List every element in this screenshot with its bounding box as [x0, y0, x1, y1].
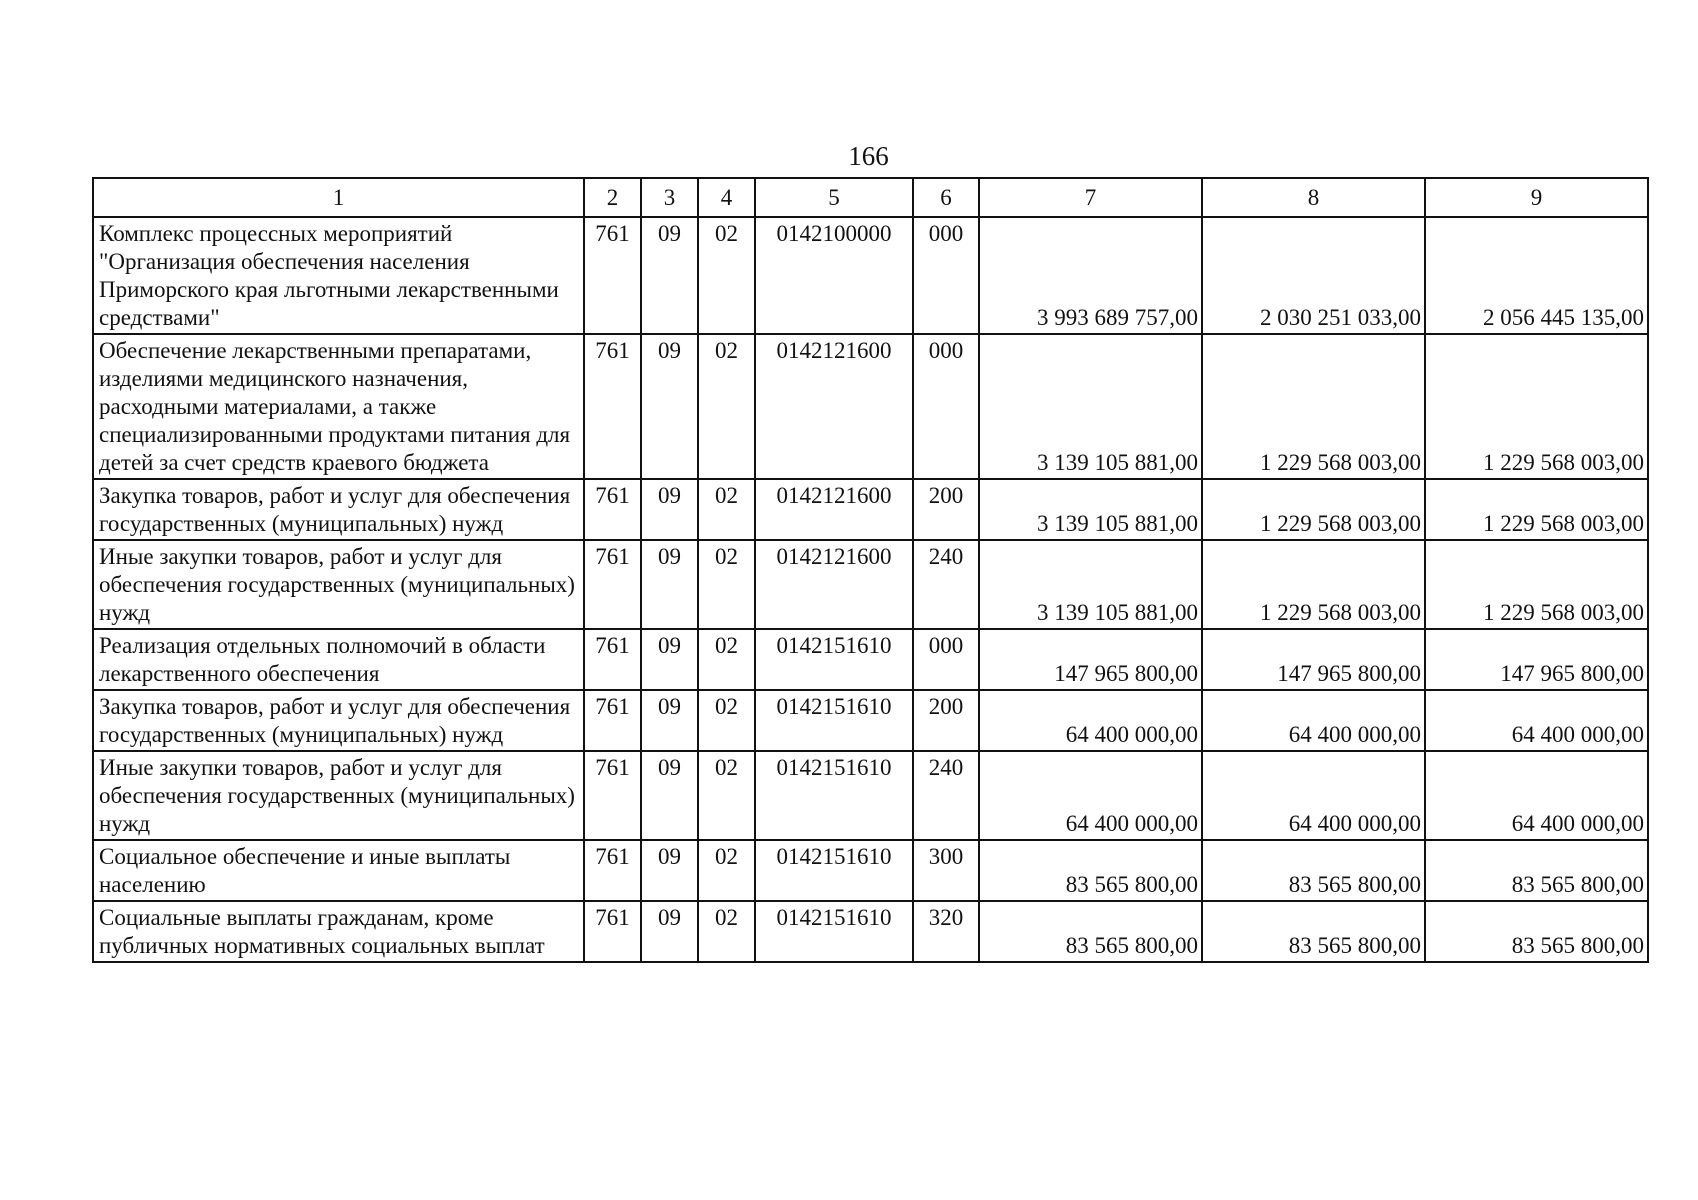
target-article-cell: 0142121600: [755, 479, 913, 540]
subsection-code-cell: 02: [698, 334, 755, 479]
section-code-cell: 09: [641, 629, 698, 690]
amount-col7-cell: 83 565 800,00: [979, 840, 1202, 901]
glava-code-cell: 761: [584, 479, 641, 540]
subsection-code-cell: 02: [698, 751, 755, 840]
header-cell: 1: [93, 178, 584, 217]
table-row: [93, 334, 1648, 479]
section-code-cell: 09: [641, 751, 698, 840]
section-code-cell: 09: [641, 479, 698, 540]
amount-col9-cell: 64 400 000,00: [1425, 690, 1648, 751]
amount-col9-cell: 83 565 800,00: [1425, 840, 1648, 901]
header-cell: 2: [584, 178, 641, 217]
amount-col7-cell: 3 139 105 881,00: [979, 479, 1202, 540]
amount-col8-cell: 147 965 800,00: [1202, 629, 1425, 690]
target-article-cell: 0142121600: [755, 334, 913, 479]
glava-code-cell: 761: [584, 629, 641, 690]
section-code-cell: 09: [641, 690, 698, 751]
target-article-cell: 0142151610: [755, 840, 913, 901]
header-cell: 6: [913, 178, 979, 217]
header-cell: 9: [1425, 178, 1648, 217]
table-row: [93, 690, 1648, 751]
table-row: [93, 751, 1648, 840]
section-code-cell: 09: [641, 540, 698, 629]
expense-type-cell: 000: [913, 217, 979, 334]
row-name-cell: Иные закупки товаров, работ и услуг для обеспечения государственных (муниципальных) нужд: [93, 751, 584, 840]
amount-col9-cell: 147 965 800,00: [1425, 629, 1648, 690]
glava-code-cell: 761: [584, 540, 641, 629]
expense-type-cell: 240: [913, 540, 979, 629]
row-name-cell: Закупка товаров, работ и услуг для обеспечения государственных (муниципальных) нужд: [93, 479, 584, 540]
amount-col7-cell: 83 565 800,00: [979, 901, 1202, 962]
target-article-cell: 0142100000: [755, 217, 913, 334]
amount-col7-cell: 147 965 800,00: [979, 629, 1202, 690]
budget-table: [92, 177, 1649, 963]
amount-col8-cell: 64 400 000,00: [1202, 690, 1425, 751]
amount-col8-cell: 1 229 568 003,00: [1202, 334, 1425, 479]
expense-type-cell: 200: [913, 690, 979, 751]
target-article-cell: 0142121600: [755, 540, 913, 629]
glava-code-cell: 761: [584, 751, 641, 840]
amount-col8-cell: 64 400 000,00: [1202, 751, 1425, 840]
amount-col7-cell: 3 993 689 757,00: [979, 217, 1202, 334]
subsection-code-cell: 02: [698, 540, 755, 629]
target-article-cell: 0142151610: [755, 901, 913, 962]
section-code-cell: 09: [641, 217, 698, 334]
glava-code-cell: 761: [584, 334, 641, 479]
table-row: [93, 901, 1648, 962]
glava-code-cell: 761: [584, 690, 641, 751]
amount-col9-cell: 64 400 000,00: [1425, 751, 1648, 840]
subsection-code-cell: 02: [698, 901, 755, 962]
amount-col8-cell: 2 030 251 033,00: [1202, 217, 1425, 334]
amount-col7-cell: 3 139 105 881,00: [979, 540, 1202, 629]
expense-type-cell: 000: [913, 629, 979, 690]
header-cell: 7: [979, 178, 1202, 217]
amount-col7-cell: 64 400 000,00: [979, 751, 1202, 840]
page-number: 166: [848, 141, 889, 171]
row-name-cell: Закупка товаров, работ и услуг для обеспечения государственных (муниципальных) нужд: [93, 690, 584, 751]
expense-type-cell: 320: [913, 901, 979, 962]
table-row: [93, 629, 1648, 690]
amount-col8-cell: 83 565 800,00: [1202, 840, 1425, 901]
row-name-cell: Обеспечение лекарственными препаратами, изделиями медицинского назначения, расходными материалами, а также специализированными продуктами питания для детей за счет средств краевого бюджета: [93, 334, 584, 479]
amount-col9-cell: 1 229 568 003,00: [1425, 540, 1648, 629]
target-article-cell: 0142151610: [755, 629, 913, 690]
subsection-code-cell: 02: [698, 217, 755, 334]
header-cell: 5: [755, 178, 913, 217]
glava-code-cell: 761: [584, 217, 641, 334]
amount-col9-cell: 2 056 445 135,00: [1425, 217, 1648, 334]
section-code-cell: 09: [641, 901, 698, 962]
subsection-code-cell: 02: [698, 690, 755, 751]
target-article-cell: 0142151610: [755, 690, 913, 751]
amount-col7-cell: 64 400 000,00: [979, 690, 1202, 751]
header-row: [93, 178, 1648, 217]
subsection-code-cell: 02: [698, 629, 755, 690]
amount-col8-cell: 1 229 568 003,00: [1202, 479, 1425, 540]
expense-type-cell: 240: [913, 751, 979, 840]
section-code-cell: 09: [641, 334, 698, 479]
target-article-cell: 0142151610: [755, 751, 913, 840]
table-row: [93, 840, 1648, 901]
row-name-cell: Реализация отдельных полномочий в области лекарственного обеспечения: [93, 629, 584, 690]
row-name-cell: Комплекс процессных мероприятий "Организация обеспечения населения Приморского края льготными лекарственными средствами": [93, 217, 584, 334]
section-code-cell: 09: [641, 840, 698, 901]
amount-col9-cell: 1 229 568 003,00: [1425, 334, 1648, 479]
expense-type-cell: 300: [913, 840, 979, 901]
row-name-cell: Социальное обеспечение и иные выплаты населению: [93, 840, 584, 901]
expense-type-cell: 000: [913, 334, 979, 479]
table-row: [93, 217, 1648, 334]
header-cell: 8: [1202, 178, 1425, 217]
header-cell: 3: [641, 178, 698, 217]
header-cell: 4: [698, 178, 755, 217]
amount-col9-cell: 1 229 568 003,00: [1425, 479, 1648, 540]
table-row: [93, 540, 1648, 629]
expense-type-cell: 200: [913, 479, 979, 540]
subsection-code-cell: 02: [698, 840, 755, 901]
glava-code-cell: 761: [584, 840, 641, 901]
amount-col7-cell: 3 139 105 881,00: [979, 334, 1202, 479]
row-name-cell: Социальные выплаты гражданам, кроме публичных нормативных социальных выплат: [93, 901, 584, 962]
amount-col8-cell: 1 229 568 003,00: [1202, 540, 1425, 629]
glava-code-cell: 761: [584, 901, 641, 962]
amount-col9-cell: 83 565 800,00: [1425, 901, 1648, 962]
amount-col8-cell: 83 565 800,00: [1202, 901, 1425, 962]
row-name-cell: Иные закупки товаров, работ и услуг для обеспечения государственных (муниципальных) нужд: [93, 540, 584, 629]
table-row: [93, 479, 1648, 540]
subsection-code-cell: 02: [698, 479, 755, 540]
